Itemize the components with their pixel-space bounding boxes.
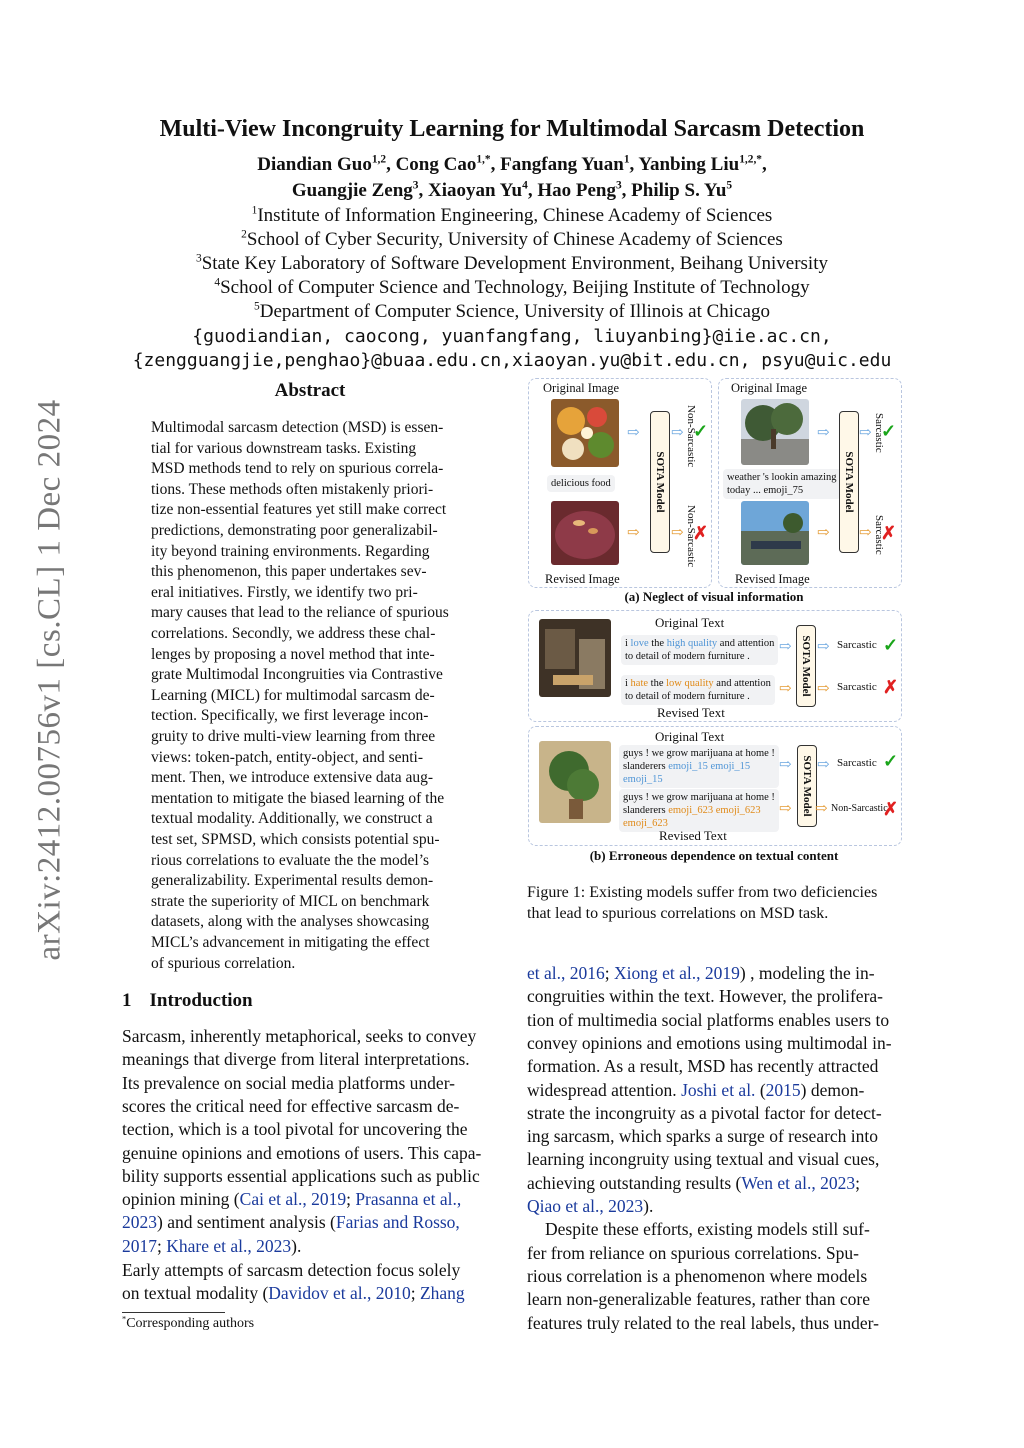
revised-image-label: Revised Image <box>735 572 810 586</box>
intro-line <box>527 1009 904 1032</box>
citation-link[interactable]: Qiao et al., 2023 <box>527 1196 644 1216</box>
intro-line: fer from reliance on spurious correlations. Spu- <box>527 1242 859 1263</box>
intro-line <box>122 1211 500 1234</box>
intro-para2-line1: Early attempts of sarcasm detection focus solely <box>122 1260 461 1280</box>
line-text: ). <box>643 1196 654 1216</box>
original-text-label: Original Text <box>655 729 725 744</box>
email-line-2: {zengguangjie,penghao}@buaa.edu.cn,xiaoyan.yu@bit.edu.cn, psyu@uic.edu <box>132 350 892 371</box>
intro-line <box>527 1102 904 1125</box>
sota-model-box: SOTA Model <box>839 411 859 553</box>
intro-line: Sarcasm, inherently metaphorical, seeks to convey <box>122 1026 477 1046</box>
arrow-right-icon: ⇨ <box>779 757 792 773</box>
citation-link[interactable]: et al., 2016 <box>527 963 605 983</box>
intro-heading: 1 Introduction <box>122 990 253 1011</box>
arrow-right-icon: ⇨ <box>779 801 792 817</box>
arrow-right-icon: ⇨ <box>817 757 830 773</box>
caption-box: delicious food <box>547 475 615 492</box>
citation-link[interactable]: Farias and Rosso, <box>335 1212 460 1233</box>
abstract-line: views: token-patch, entity-object, and senti- <box>151 748 424 766</box>
authors-line-2: Guangjie Zeng$^3$, Xiaoyan Yu$^4$, Hao Peng$^3$, Philip S. Yu$^5$ <box>291 179 733 201</box>
output-label: Sarcastic <box>873 515 885 555</box>
affiliation-3: $^3$State Key Laboratory of Software Development Environment, Beihang University <box>195 252 828 274</box>
arrow-right-icon: ⇨ <box>817 681 830 697</box>
line-text: convey opinions and emotions using multimodal in- <box>527 1032 892 1053</box>
abstract-line: MICL’s advancement in mitigating the effect <box>151 934 430 951</box>
abstract-line: tial for various downstream tasks. Existing <box>151 439 417 457</box>
intro-line <box>527 1148 904 1171</box>
panel-a-label: (a) Neglect of visual information <box>624 589 804 604</box>
abstract-line: MSD methods tend to rely on spurious correla- <box>151 460 444 478</box>
intro-line: rious correlation is a phenomenon where models <box>527 1265 868 1286</box>
furniture-photo <box>539 619 611 697</box>
abstract-line: rious correlations to evaluate the the model’s <box>151 851 430 869</box>
affiliation-5: $^5$Department of Computer Science, University of Illinois at Chicago <box>254 300 770 322</box>
intro-line <box>527 1172 904 1195</box>
abstract-line: tection. Specifically, we first leverage incon- <box>151 707 429 725</box>
abstract-line: correlations. Secondly, we address these chal- <box>151 625 436 642</box>
line-text: formation. As a result, MSD has recently attracted <box>527 1056 879 1077</box>
line-text: strate the incongruity as a pivotal factor for detect- <box>527 1102 882 1123</box>
arrow-right-icon: ⇨ <box>815 801 828 817</box>
line-text: widespread attention. <box>527 1079 682 1100</box>
panel-a-left <box>528 378 712 588</box>
cross-icon: ✗ <box>883 677 899 697</box>
cross-icon: ✗ <box>693 523 709 543</box>
abstract-line: lenges by proposing a novel method that inte- <box>151 645 435 663</box>
intro-line: tection, which is a tool pivotal for uncovering the <box>122 1119 468 1140</box>
arrow-right-icon: ⇨ <box>817 425 830 441</box>
email-line-1: {guodiandian, caocong, yuanfangfang, liuyanbing}@iie.ac.cn, <box>192 326 832 347</box>
cross-icon: ✗ <box>883 799 899 819</box>
abstract-line: mentation to mitigate the biased learning of the <box>151 789 445 807</box>
original-text-label: Original Text <box>655 615 725 630</box>
intro-line: genuine opinions and emotions of users. This capa- <box>122 1142 482 1163</box>
line-text: ) demon- <box>800 1079 865 1100</box>
intro-line: Despite these efforts, existing models still suf- <box>545 1219 870 1240</box>
arrow-right-icon: ⇨ <box>671 525 684 541</box>
affiliation-2: $^2$School of Cyber Security, University of Chinese Academy of Sciences <box>241 228 783 250</box>
arrow-right-icon: ⇨ <box>817 639 830 655</box>
caption-box: weather 's lookin amazing today ... emoji_75 <box>723 469 841 499</box>
citation-link[interactable]: Zhang <box>419 1283 465 1303</box>
sota-model-box: SOTA Model <box>796 625 816 707</box>
citation-link[interactable]: Joshi et al. <box>681 1079 756 1100</box>
cross-icon: ✗ <box>881 523 897 543</box>
arrow-right-icon: ⇨ <box>779 639 792 655</box>
abstract-line: predictions, demonstrating poor generalizabil- <box>151 522 438 539</box>
revised-text-label: Revised Text <box>657 705 725 720</box>
panel-b1 <box>528 610 902 722</box>
output-label: Sarcastic <box>873 413 885 453</box>
citation-link[interactable]: 2015 <box>765 1079 801 1100</box>
food-photo <box>551 399 619 467</box>
intro-line <box>527 1195 904 1218</box>
sota-model-box: SOTA Model <box>650 411 670 553</box>
abstract-heading: Abstract <box>274 380 346 401</box>
paper-title: Multi-View Incongruity Learning for Multimodal Sarcasm Detection <box>159 116 865 142</box>
tree-photo <box>741 399 809 465</box>
affiliation-1: $^1$Institute of Information Engineering, Chinese Academy of Sciences <box>251 204 773 226</box>
check-icon: ✓ <box>883 635 899 655</box>
revised-text-box: i hate the low quality and attention to detail of modern furniture . <box>621 675 775 705</box>
intro-line: features truly related to the real labels, thus under- <box>527 1312 879 1333</box>
intro-line <box>122 1188 500 1211</box>
abstract-line: mary causes that lead to the reliance of spurious <box>151 604 449 622</box>
output-label: Non-Sarcastic <box>831 803 888 814</box>
line-text: ; <box>346 1189 356 1210</box>
revised-text-label: Revised Text <box>659 828 727 843</box>
abstract-line: strate the superiority of MICL on benchmark <box>151 892 430 910</box>
line-text: ; <box>604 963 615 983</box>
output-label: Sarcastic <box>837 639 877 651</box>
revised-text-box: guys ! we grow marijuana at home ! slanderers emoji_623 emoji_623 emoji_623 <box>619 789 779 832</box>
arxiv-stamp: arXiv:2412.00756v1 [cs.CL] 1 Dec 2024 <box>31 399 68 961</box>
intro-line <box>527 985 904 1008</box>
citation-link[interactable]: Cai et al., 2019 <box>239 1189 347 1210</box>
arrow-right-icon: ⇨ <box>859 525 872 541</box>
check-icon: ✓ <box>693 421 709 441</box>
arrow-right-icon: ⇨ <box>817 525 830 541</box>
intro-line: bility supports essential applications such as public <box>122 1165 480 1186</box>
abstract-line: eral initiatives. Firstly, we identify two pri- <box>151 583 418 601</box>
footnote: *Corresponding authors <box>122 1314 255 1331</box>
arrow-right-icon: ⇨ <box>627 425 640 441</box>
line-text: ; <box>157 1235 167 1256</box>
citation-link[interactable]: Xiong et al., 2019 <box>614 963 740 983</box>
line-text: opinion mining ( <box>122 1189 240 1210</box>
revised-image-label: Revised Image <box>545 572 620 586</box>
original-text-box: guys ! we grow marijuana at home ! slanderers emoji_15 emoji_15 emoji_15 <box>619 745 779 788</box>
check-icon: ✓ <box>881 421 897 441</box>
revised-street-photo <box>741 501 809 565</box>
figure-caption-line-2: that lead to spurious correlations on MSD task. <box>527 905 829 922</box>
citation-link[interactable]: 2023 <box>122 1212 157 1233</box>
line-text: tion of multimedia social platforms enables users to <box>527 1009 890 1030</box>
panel-b2 <box>528 726 902 846</box>
abstract-line: datasets, along with the analyses showcasing <box>151 913 430 931</box>
original-image-label: Original Image <box>731 381 808 395</box>
output-label: Sarcastic <box>837 681 877 693</box>
arrow-right-icon: ⇨ <box>859 425 872 441</box>
panel-b-label: (b) Erroneous dependence on textual content <box>589 848 839 863</box>
citation-link[interactable]: Khare et al., 2023 <box>166 1235 292 1256</box>
line-text: achieving outstanding results ( <box>527 1172 742 1193</box>
arrow-right-icon: ⇨ <box>627 525 640 541</box>
intro-line <box>527 1055 904 1078</box>
original-text-box: i love the high quality and attention to detail of modern furniture . <box>621 635 778 665</box>
citation-link[interactable]: Prasanna et al., <box>355 1189 462 1210</box>
abstract-line: textual modality. Additionally, we construct a <box>151 810 433 828</box>
output-label: Non-Sarcastic <box>685 505 697 568</box>
arrow-right-icon: ⇨ <box>779 681 792 697</box>
intro-line <box>122 1235 500 1258</box>
abstract-line: gruity to drive multi-view learning from three <box>151 728 436 745</box>
sota-model-box: SOTA Model <box>797 745 817 827</box>
abstract-line: test set, SPMSD, which consists potential spu- <box>151 831 440 848</box>
intro-line: meanings that diverge from literal interpretations. <box>122 1049 470 1070</box>
intro-para2-line2: on textual modality (Davidov et al., 2010; Zhang <box>122 1283 465 1303</box>
line-text: ; <box>855 1172 860 1193</box>
figure-caption-line-1: Figure 1: Existing models suffer from two deficiencies <box>527 884 878 901</box>
plant-photo <box>539 741 611 823</box>
output-label: Non-Sarcastic <box>685 405 697 468</box>
line-text: ing sarcasm, which sparks a surge of research into <box>527 1126 879 1147</box>
output-label: Sarcastic <box>837 757 877 769</box>
citation-link[interactable]: Wen et al., 2023 <box>741 1172 856 1193</box>
line-text: ) , modeling the in- <box>739 963 875 983</box>
abstract-line: generalizability. Experimental results demon- <box>151 872 434 890</box>
abstract-line: Multimodal sarcasm detection (MSD) is essen- <box>151 419 444 436</box>
panel-a-right <box>718 378 902 588</box>
intro-line <box>527 1125 904 1148</box>
line-text: ). <box>291 1235 302 1256</box>
revised-food-photo <box>551 501 619 565</box>
abstract-line: ment. Then, we introduce extensive data aug- <box>151 769 434 787</box>
line-text: ) and sentiment analysis ( <box>157 1212 336 1233</box>
line-text: ( <box>755 1079 766 1100</box>
footnote-rule <box>122 1312 225 1313</box>
intro-line <box>527 962 904 985</box>
abstract-line: tize non-essential features yet still make correct <box>151 501 447 519</box>
line-text: congruities within the text. However, the prolifera- <box>527 986 883 1007</box>
intro-line <box>527 1079 904 1102</box>
check-icon: ✓ <box>883 751 899 771</box>
authors-line-1: Diandian Guo$^{1,2}$, Cong Cao$^{1,*}$, Fangfang Yuan$^1$, Yanbing Liu$^{1,2,*}$, <box>257 153 767 175</box>
abstract-line: this phenomenon, this paper undertakes sev- <box>151 563 427 581</box>
line-text: learning incongruity using textual and visual cues, <box>527 1149 880 1170</box>
abstract-line: of spurious correlation. <box>151 954 296 972</box>
abstract-line: Learning (MICL) for multimodal sarcasm de- <box>151 686 435 704</box>
abstract-line: grate Multimodal Incongruities via Contrastive <box>151 666 443 684</box>
original-image-label: Original Image <box>543 381 620 395</box>
intro-line <box>527 1032 904 1055</box>
citation-link[interactable]: 2017 <box>122 1235 157 1256</box>
abstract-line: tions. These methods often mistakenly priori- <box>151 480 434 498</box>
affiliation-4: $^4$School of Computer Science and Technology, Beijing Institute of Technology <box>214 276 810 298</box>
citation-link[interactable]: Davidov et al., 2010 <box>268 1283 411 1303</box>
abstract-line: ity beyond training environments. Regarding <box>151 542 430 560</box>
intro-line: scores the critical need for effective sarcasm de- <box>122 1095 460 1116</box>
intro-line: learn non-generalizable features, rather than core <box>527 1289 870 1310</box>
intro-line: Its prevalence on social media platforms under- <box>122 1072 455 1093</box>
arrow-right-icon: ⇨ <box>671 425 684 441</box>
